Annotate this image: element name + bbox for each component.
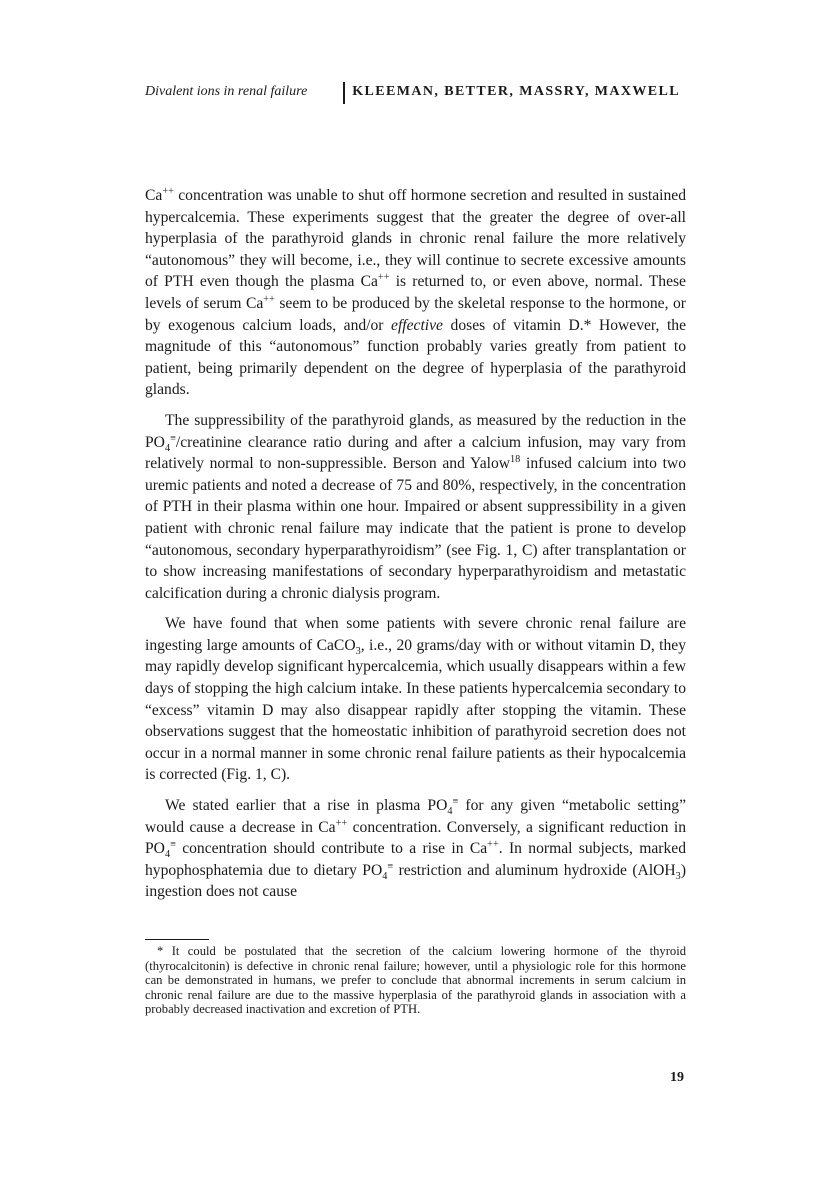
header-divider	[343, 82, 345, 104]
paragraph-3: We have found that when some patients with severe chronic renal failure are ingesting large amounts of CaCO$_3$, i.e., 20 grams/day with or without vitamin D, they may rapidly develop significant hypercalcemia, which usually disappears within a few days of stopping the high calcium intake. In these patients hypercalcemia secondary to “excess” vitamin D may also disappear rapidly after stopping the vitamin. These observations suggest that the homeostatic inhibition of parathyroid secretion does not occur in a normal manner in some chronic renal failure patients as their hypocalcemia is corrected (Fig. 1, C).	[145, 615, 686, 784]
body-text	[145, 185, 686, 903]
page-number: 19	[670, 1070, 684, 1085]
footnote-divider	[145, 939, 209, 940]
footnote: * It could be postulated that the secretion of the calcium lowering hormone of the thyroid (thyrocalcitonin) is defective in chronic renal failure; however, until a physiologic role for this hormone can be demonstrated in humans, we prefer to conclude that abnormal increments in serum calcium in chronic renal failure are due to the massive hyperplasia of the parathyroid glands in association with a probably decreased inactivation and excretion of PTH.	[145, 944, 686, 1017]
paragraph-2: The suppressibility of the parathyroid glands, as measured by the reduction in the $PO_4^\equiv$/creatinine clearance ratio during and after a calcium infusion, may vary from relatively normal to non-suppressible. Berson and Yalow$^{18}$ infused calcium into two uremic patients and noted a decrease of 75 and 80%, respectively, in the concentration of PTH in their plasma within one hour. Impaired or absent suppressibility in a given patient with chronic renal failure may indicate that the patient is prone to develop “autonomous, secondary hyperparathyroidism” (see Fig. 1, C) after transplantation or to show increasing manifestations of secondary hyperparathyroidism and metastatic calcification during a chronic dialysis program.	[145, 411, 686, 602]
paragraph-1: Ca++ concentration was unable to shut off hormone secretion and resulted in sustained hypercalcemia. These experiments suggest that the greater the degree of over-all hyperplasia of the parathyroid glands in chronic renal failure the more relatively “autonomous” they will become, i.e., they will continue to secrete excessive amounts of PTH even though the plasma Ca++ is returned to, or even above, normal. These levels of serum Ca++ seem to be produced by the skeletal response to the hormone, or by exogenous calcium loads, and/or effective doses of vitamin D.* However, the magnitude of this “autonomous” function probably varies greatly from patient to patient, being primarily dependent on the degree of hyperplasia of the parathyroid glands.	[145, 185, 686, 399]
paragraph-4: We stated earlier that a rise in plasma $PO_4^\equiv$ for any given “metabolic setting” would cause a decrease in Ca++ concentration. Conversely, a significant reduction in $PO_4^\equiv$ concentration should contribute to a rise in Ca++. In normal subjects, marked hypophosphatemia due to dietary $PO_4^\equiv$ restriction and aluminum hydroxide (AlOH$_3$) ingestion does not cause	[145, 795, 687, 901]
reference-marker: 18	[510, 453, 521, 465]
running-title: Divalent ions in renal failure	[145, 84, 308, 99]
running-header	[145, 82, 680, 104]
authors: KLEEMAN, BETTER, MASSRY, MAXWELL	[352, 84, 680, 99]
